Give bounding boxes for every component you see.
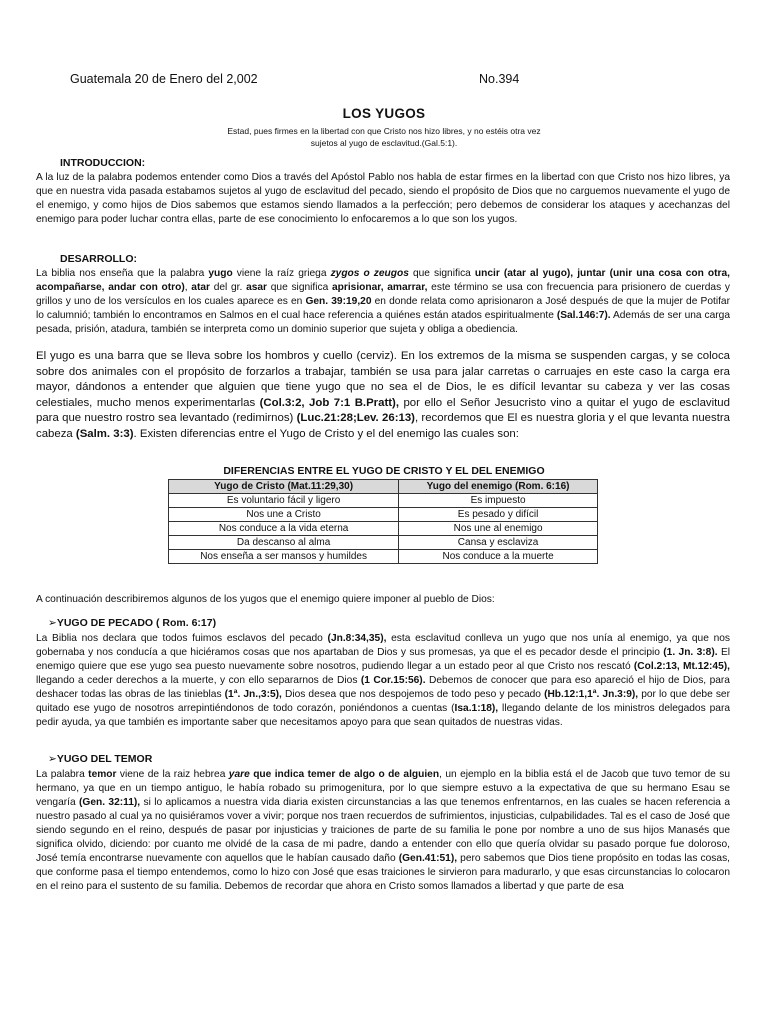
text-run: pero sabemos que Dios tiene propósito en todas las cosas, que conforme pasa el tiempo entendemos, como lo hizo con José que esas traiciones le sirvieron para madurarlo, y que esas circunstancias lo colocaron en el reino para el sustento de su familia. Debemos de recordar que ahora en Cristo somos llamados a libertad y que parte de esa <box>36 853 730 892</box>
subsection-heading-temor <box>48 753 152 765</box>
table-row <box>169 536 598 550</box>
text-run: La Biblia nos declara que todos fuimos esclavos del pecado <box>36 633 328 644</box>
section-heading-desarrollo <box>36 253 137 265</box>
column-header: Yugo de Cristo (Mat.11:29,30) <box>169 480 399 494</box>
text-run: llegando delante de los ministros delegados para pedir ayuda, ya que también es importante saber que necesitamos apoyo para que sean quitados de nuestras vidas. <box>36 703 730 728</box>
table-cell: Nos conduce a la vida eterna <box>169 522 399 536</box>
table-cell: Es voluntario fácil y ligero <box>169 494 399 508</box>
reference: (1 Cor.15:56). <box>360 675 426 686</box>
pecado-paragraph <box>36 632 730 730</box>
table-cell: Da descanso al alma <box>169 536 399 550</box>
term-yugo: yugo <box>208 268 233 279</box>
text-run: , un ejemplo en la biblia está el de Jacob que tuvo temor de su hermano, ya que en un tiempo antiguo, le había robado su primogenitura, por lo que siempre estuvo a la expectativa de que su hermano Esau se vengaría <box>36 769 730 808</box>
text-run: La biblia nos enseña que la palabra <box>36 268 209 279</box>
text-run: La palabra <box>36 769 89 780</box>
text-run: Dios desea que nos despojemos de todo peso y pecado <box>281 689 545 700</box>
text-run: llegando a ceder derechos a la muerte, y con ello separarnos de Dios <box>36 675 361 686</box>
reference: (Hb.12:1,1ª. Jn.3:9), <box>544 689 639 700</box>
table-cell: Es impuesto <box>399 494 598 508</box>
text-run: por lo que debe ser quitado ese yugo de nosotros arrepintiéndonos de todo corazón, poniéndonos a cuentas ( <box>36 689 730 714</box>
text-run: por ello el Señor Jesucristo vino a quitar el yugo de esclavitud para que nuestro rostro sea levantado (redimirnos) <box>36 396 730 425</box>
epigraph-line-1: Estad, pues firmes en la libertad con que Cristo nos hizo libres, y no estéis otra vez <box>227 126 541 136</box>
reference: Gen. 39:19,20 <box>305 296 372 307</box>
subsection-title: YUGO DEL TEMOR <box>56 753 153 765</box>
development-paragraph-2 <box>36 349 730 443</box>
epigraph-line-2: sujetos al yugo de esclavitud.(Gal.5:1). <box>310 138 458 148</box>
arrow-bullet-icon: ➢ <box>48 617 57 629</box>
table-cell: Nos conduce a la muerte <box>399 550 598 564</box>
development-paragraph-1 <box>36 267 730 337</box>
section-title: INTRODUCCION: <box>60 157 146 169</box>
table-row <box>169 508 598 522</box>
reference: (Col.3:2, Job 7:1 B.Pratt), <box>259 396 399 409</box>
text-run: que significa <box>408 268 475 279</box>
arrow-bullet-icon: ➢ <box>48 753 57 765</box>
paragraph-text <box>36 632 730 730</box>
text-run: viene de la raiz hebrea <box>116 769 229 780</box>
intro-paragraph <box>36 171 730 227</box>
reference: (Gen. 32:11), <box>79 797 141 808</box>
term-zygos: zygos o zeugos <box>330 268 409 279</box>
reference: (1ª. Jn.,3:5), <box>224 689 282 700</box>
term-yare: yare <box>228 769 250 780</box>
table-cell: Cansa y esclaviza <box>399 536 598 550</box>
table-title: DIFERENCIAS ENTRE EL YUGO DE CRISTO Y EL DEL ENEMIGO <box>223 465 545 477</box>
reference: (1. Jn. 3:8). <box>663 647 718 658</box>
text-run: El yugo es una barra que se lleva sobre los hombros y cuello (cerviz). En los extremos de la misma se suspenden cargas, y se coloca sobre dos animales con el propósito de forzarlos a trabajar, también se usa para jalar carretas o carruajes en este caso la carga era mayor, dándonos a entender que alguien que tiene yugo que no sea el de Dios, le es difícil levantar su cabeza y ver las cosas celestiales, mucho menos experimentarlas <box>36 350 730 409</box>
table-cell: Es pesado y difícil <box>399 508 598 522</box>
reference: Isa.1:18), <box>454 703 499 714</box>
continuation-line: A continuación describiremos algunos de los yugos que el enemigo quiere imponer al pueblo de Dios: <box>36 594 495 605</box>
reference: (Gen.41:51), <box>398 853 458 864</box>
paragraph-text <box>36 349 730 443</box>
term-asar: asar <box>246 282 268 293</box>
term-atar: atar <box>191 282 210 293</box>
text-run: si lo aplicamos a nuestra vida diaria existen circunstancias a las que tenemos enfrentarnos, en las cuales se hacen referencia a nuestro pasado al cual ya no quisiéramos vover a vivir; porque nos traen recuerdos de sufrimientos, injusticias, culpabilidades. Tal es el caso de José que siendo segundo en el reino, después de pasar por injusticias y traiciones de parte de su familia le pone por nombre a uno de sus hijos Manasés que significa olvido, diciendo: por cuanto me olvidé de la casa de mi padre, dando a entender con ello que quería olvidar su pasado porque fue doloroso, José temía encontrarse nuevamente con aquellos que le habían causado daño <box>36 797 730 864</box>
table-row <box>169 522 598 536</box>
text-run: viene la raíz griega <box>232 268 331 279</box>
table-row <box>169 494 598 508</box>
table-cell: Nos enseña a ser mansos y humildes <box>169 550 399 564</box>
text-run: Además de ser una carga pesada, prisión, atadura, también se interpreta como un dominio superior que sujeta y obliga a obediencia. <box>36 310 730 335</box>
epigraph <box>150 125 618 149</box>
text-run: en donde relata como aprisionaron a José después de que la mujer de Potifar lo calumnió; también lo encontramos en Salmos en el cual hace referencia a quiénes están atados espiritualmente <box>36 296 730 321</box>
table-cell: Nos une al enemigo <box>399 522 598 536</box>
text-run: , recordemos que El es nuestra gloria y el que levanta nuestra cabeza <box>36 412 731 440</box>
reference: (Salm. 3:3) <box>75 427 134 440</box>
term-aprisionar: aprisionar, amarrar, <box>332 282 428 293</box>
subsection-title: YUGO DE PECADO ( Rom. 6:17) <box>56 617 217 629</box>
subsection-heading-pecado <box>48 617 216 629</box>
comparison-table <box>168 479 598 564</box>
header-date: Guatemala 20 de Enero del 2,002 <box>70 72 258 86</box>
temor-paragraph <box>36 768 730 894</box>
term-uncir: uncir (atar al yugo), juntar (unir una cosa con otra, acompañarse, andar con otro) <box>36 268 730 293</box>
section-title: DESARROLLO: <box>60 253 137 265</box>
reference: (Jn.8:34,35), <box>327 633 387 644</box>
paragraph-text <box>36 267 730 337</box>
reference: (Col.2:13, Mt.12:45), <box>633 661 730 672</box>
text-run: que significa <box>267 282 332 293</box>
text-run: del gr. <box>209 282 247 293</box>
text-run: . Existen diferencias entre el Yugo de Cristo y el del enemigo las cuales son: <box>133 427 519 440</box>
text-run: , <box>184 282 192 293</box>
section-heading-introduccion <box>36 157 145 169</box>
reference: (Luc.21:28;Lev. 26:13) <box>296 412 415 425</box>
text-run: El enemigo quiere que ese yugo sea puesto nuevamente sobre nosotros, pudiendo llegar a un estado peor al que Cristo nos rescató <box>36 647 731 672</box>
header-number: No.394 <box>479 72 520 86</box>
table-header-row <box>169 480 598 494</box>
term-temor: temor <box>88 769 117 780</box>
column-header: Yugo del enemigo (Rom. 6:16) <box>399 480 598 494</box>
text-run: este término se usa con frecuencia para prisionero de cuerdas y grillos y uno de los versículos en los cuales aparece es en <box>36 282 730 307</box>
page-title: LOS YUGOS <box>342 106 426 121</box>
reference: (Sal.146:7). <box>556 310 611 321</box>
term-definition: que indica temer de algo o de alguien <box>249 769 440 780</box>
text-run: esta esclavitud conlleva un yugo que nos unía al enemigo, ya que nos gobernaba y nos conducía a que hiciéramos cosas que nos apartaban de Dios y sus promesas, ya que el es pecador desde el principio <box>36 633 730 658</box>
text-run: Debemos de conocer que para eso apareció el hijo de Dios, para deshacer todas las obras de las tinieblas <box>36 675 730 700</box>
paragraph-text: A la luz de la palabra podemos entender como Dios a través del Apóstol Pablo nos habla de estar firmes en la libertad con que Cristo nos hizo libres, ya que en nuestra vida pasada estabamos sujetos al yugo de esclavitud del pecado, siendo el propósito de Dios que no carguemos nuevamente el yugo de el enemigo, y como hijos de Dios sabemos que estamos siendo llamados a la perfección; pero debemos de considerar los ataques y acechanzas del enemigo para poder luchar contra ellas, parte de ese conocimiento lo enfocaremos a lo que son los yugos. <box>36 172 730 225</box>
table-row <box>169 550 598 564</box>
paragraph-text <box>36 768 730 894</box>
table-cell: Nos une a Cristo <box>169 508 399 522</box>
